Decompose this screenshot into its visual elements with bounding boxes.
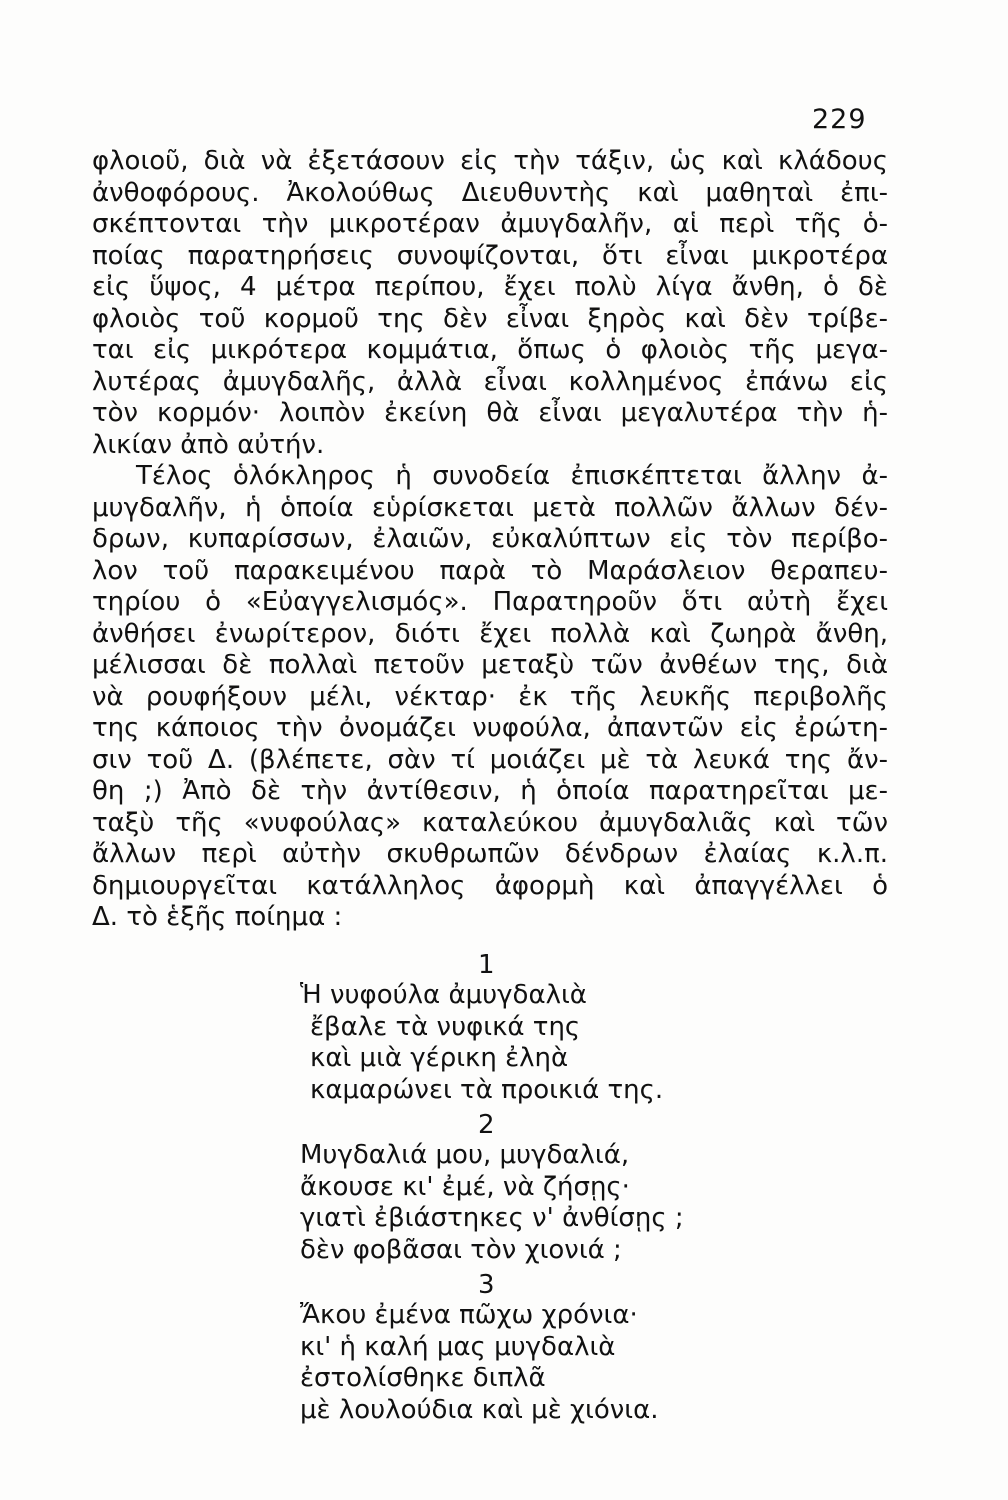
- prose-line: Δ. τὸ ἑξῆς ποίημα :: [92, 902, 343, 932]
- verse-line: δὲν φοβᾶσαι τὸν χιονιά ;: [300, 1234, 622, 1265]
- verse-line: Ἄκου ἐμένα πῶχω χρόνια·: [300, 1300, 638, 1330]
- prose-line: μυγδαλῆν, ἡ ὁποία εὑρίσκεται μετὰ πολλῶν ἄλλων δέν-: [92, 492, 888, 523]
- stanza: [300, 950, 800, 1106]
- prose-line: νὰ ρουφήξουν μέλι, νέκταρ· ἐκ τῆς λευκῆς περιβολῆς: [92, 681, 888, 712]
- page-number: 229: [812, 104, 867, 135]
- stanza-number: 2: [478, 1110, 495, 1140]
- poem: [300, 950, 800, 1430]
- prose-line: δημιουργεῖται κατάλληλος ἀφορμὴ καὶ ἀπαγγέλλει ὁ: [92, 870, 888, 901]
- prose-line: μέλισσαι δὲ πολλαὶ πετοῦν μεταξὺ τῶν ἀνθέων της, διὰ: [92, 650, 888, 680]
- prose-line: θη ;) Ἀπὸ δὲ τὴν ἀντίθεσιν, ἡ ὁποία παρατηρεῖται με-: [92, 776, 888, 806]
- prose-line: φλοιὸς τοῦ κορμοῦ της δὲν εἶναι ξηρὸς καὶ δὲν τρίβε-: [92, 303, 888, 334]
- verse-line: ἄκουσε κι' ἐμέ, νὰ ζήσῃς·: [300, 1171, 630, 1202]
- verse-line: ἔβαλε τὰ νυφικά της: [310, 1011, 581, 1042]
- stanza-number: 1: [478, 950, 495, 980]
- prose-line: ται εἰς μικρότερα κομμάτια, ὅπως ὁ φλοιὸς τῆς μεγα-: [92, 335, 888, 365]
- prose-line: φλοιοῦ, διὰ νὰ ἐξετάσουν εἰς τὴν τάξιν, ὡς καὶ κλάδους: [92, 146, 888, 176]
- prose-line: ταξὺ τῆς «νυφούλας» καταλεύκου ἀμυγδαλιᾶς καὶ τῶν: [92, 807, 888, 838]
- prose-line: τὸν κορμόν· λοιπὸν ἐκείνη θὰ εἶναι μεγαλυτέρα τὴν ἡ-: [92, 398, 888, 428]
- prose-body: [92, 146, 888, 934]
- prose-line: σιν τοῦ Δ. (βλέπετε, σὰν τί μοιάζει μὲ τὰ λευκά της ἄν-: [92, 744, 888, 775]
- prose-line: λικίαν ἀπὸ αὐτήν.: [92, 429, 325, 460]
- verse-line: Μυγδαλιά μου, μυγδαλιά,: [300, 1140, 630, 1170]
- stanza: [300, 1270, 800, 1426]
- prose-line: ἄλλων περὶ αὐτὴν σκυθρωπῶν δένδρων ἐλαίας κ.λ.π.: [92, 839, 888, 869]
- verse-line: καμαρώνει τὰ προικιά της.: [310, 1074, 664, 1105]
- prose-line: ἀνθήσει ἐνωρίτερον, διότι ἔχει πολλὰ καὶ ζωηρὰ ἄνθη,: [92, 618, 888, 649]
- prose-line: ἀνθοφόρους. Ἀκολούθως Διευθυντὴς καὶ μαθηταὶ ἐπι-: [92, 177, 888, 208]
- prose-line: δρων, κυπαρίσσων, ἐλαιῶν, εὐκαλύπτων εἰς τὸν περίβο-: [92, 524, 888, 554]
- prose-line: λυτέρας ἀμυγδαλῆς, ἀλλὰ εἶναι κολλημένος ἐπάνω εἰς: [92, 366, 888, 397]
- stanza: [300, 1110, 800, 1266]
- verse-line: μὲ λουλούδια καὶ μὲ χιόνια.: [300, 1394, 659, 1425]
- verse-line: Ἡ νυφούλα ἀμυγδαλιὰ: [300, 980, 587, 1010]
- prose-line: σκέπτονται τὴν μικροτέραν ἀμυγδαλῆν, αἱ περὶ τῆς ὁ-: [92, 209, 888, 239]
- verse-line: ἐστολίσθηκε διπλᾶ: [300, 1363, 546, 1393]
- prose-line: Τέλος ὁλόκληρος ἡ συνοδεία ἐπισκέπτεται ἄλλην ἀ-: [136, 461, 888, 491]
- prose-line: τηρίου ὁ «Εὐαγγελισμός». Παρατηροῦν ὅτι αὐτὴ ἔχει: [92, 587, 888, 617]
- verse-line: κι' ἡ καλή μας μυγδαλιὰ: [300, 1331, 616, 1362]
- verse-line: γιατὶ ἐβιάστηκες ν' ἀνθίσῃς ;: [300, 1203, 684, 1233]
- stanza-number: 3: [478, 1270, 495, 1300]
- prose-line: ποίας παρατηρήσεις συνοψίζονται, ὅτι εἶναι μικροτέρα: [92, 240, 888, 271]
- prose-line: εἰς ὕψος, 4 μέτρα περίπου, ἔχει πολὺ λίγα ἄνθη, ὁ δὲ: [92, 272, 888, 302]
- prose-line: λον τοῦ παρακειμένου παρὰ τὸ Μαράσλειον θεραπευ-: [92, 555, 888, 586]
- verse-line: καὶ μιὰ γέρικη ἐληὰ: [310, 1043, 569, 1073]
- prose-line: της κάποιος τὴν ὀνομάζει νυφούλα, ἀπαντῶν εἰς ἐρώτη-: [92, 713, 888, 743]
